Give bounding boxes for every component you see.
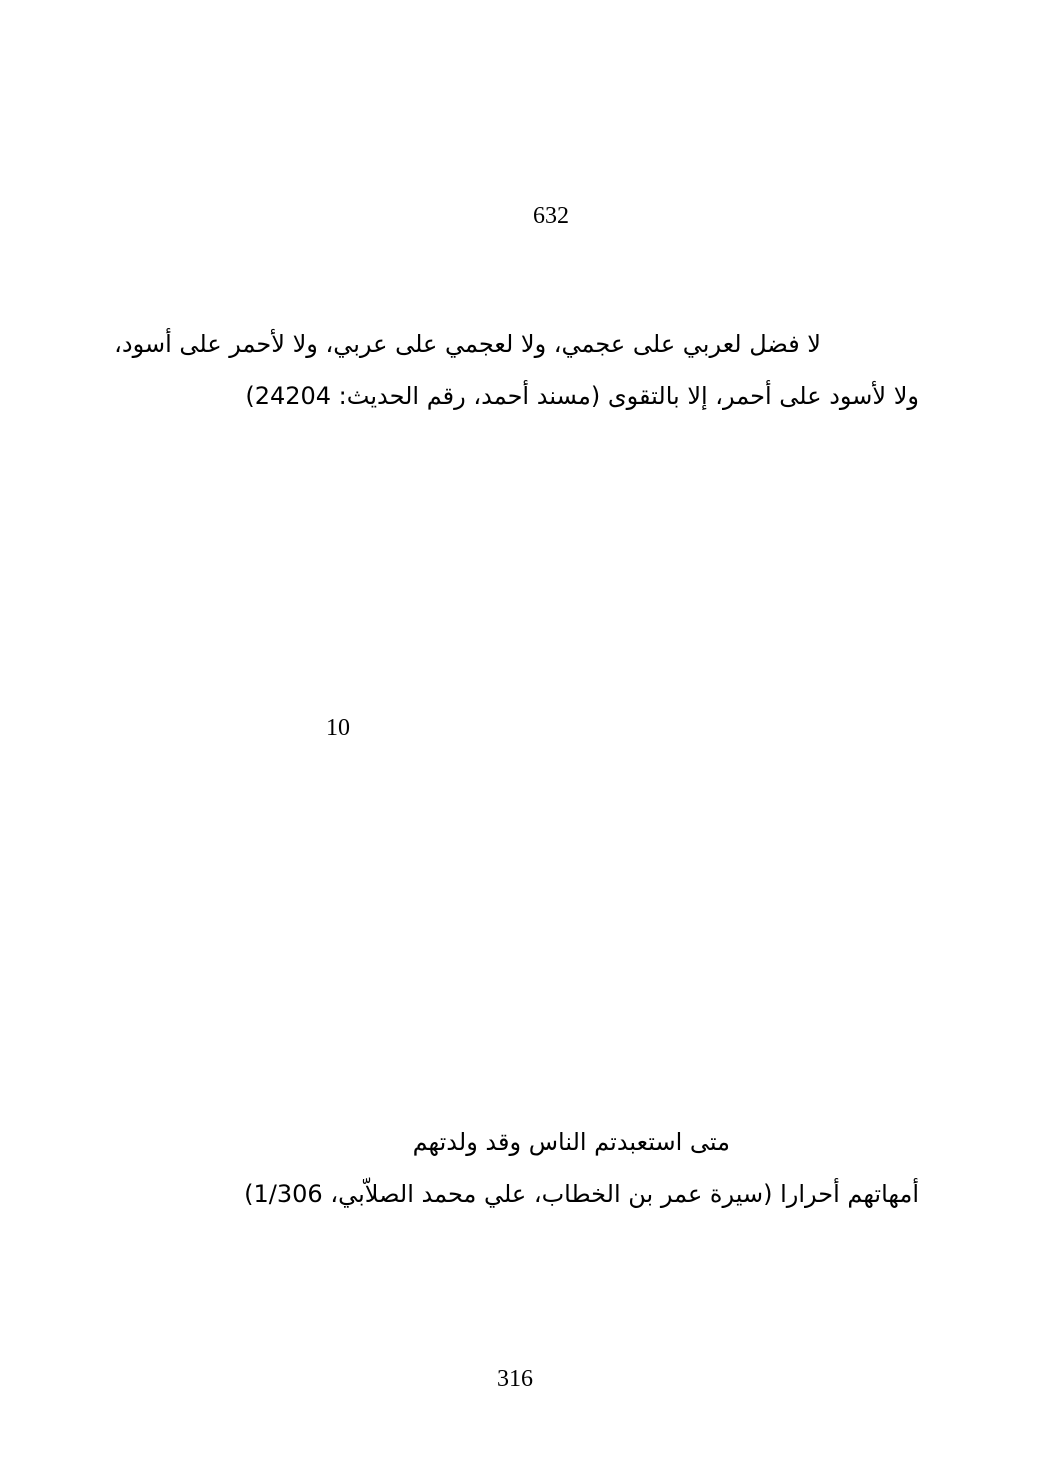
hadith-quote [114, 318, 919, 422]
page-number: 316 [497, 1366, 533, 1392]
footnote-reference-number: 632 [533, 203, 569, 229]
hadith-quote-line-1: لا فضل لعربي على عجمي، ولا لعجمي على عربي، ولا لأحمر على أسود، [114, 330, 821, 358]
umar-quote-line-2: أمهاتهم أحرارا (سيرة عمر بن الخطاب، علي محمد الصلاّبي، 1/306) [244, 1180, 919, 1208]
footnote-reference-number: 10 [326, 715, 350, 741]
hadith-quote-line-2: ولا لأسود على أحمر، إلا بالتقوى (مسند أحمد، رقم الحديث: 24204) [245, 382, 919, 410]
umar-quote [119, 1116, 919, 1220]
umar-quote-line-1: متى استعبدتم الناس وقد ولدتهم [412, 1128, 730, 1156]
